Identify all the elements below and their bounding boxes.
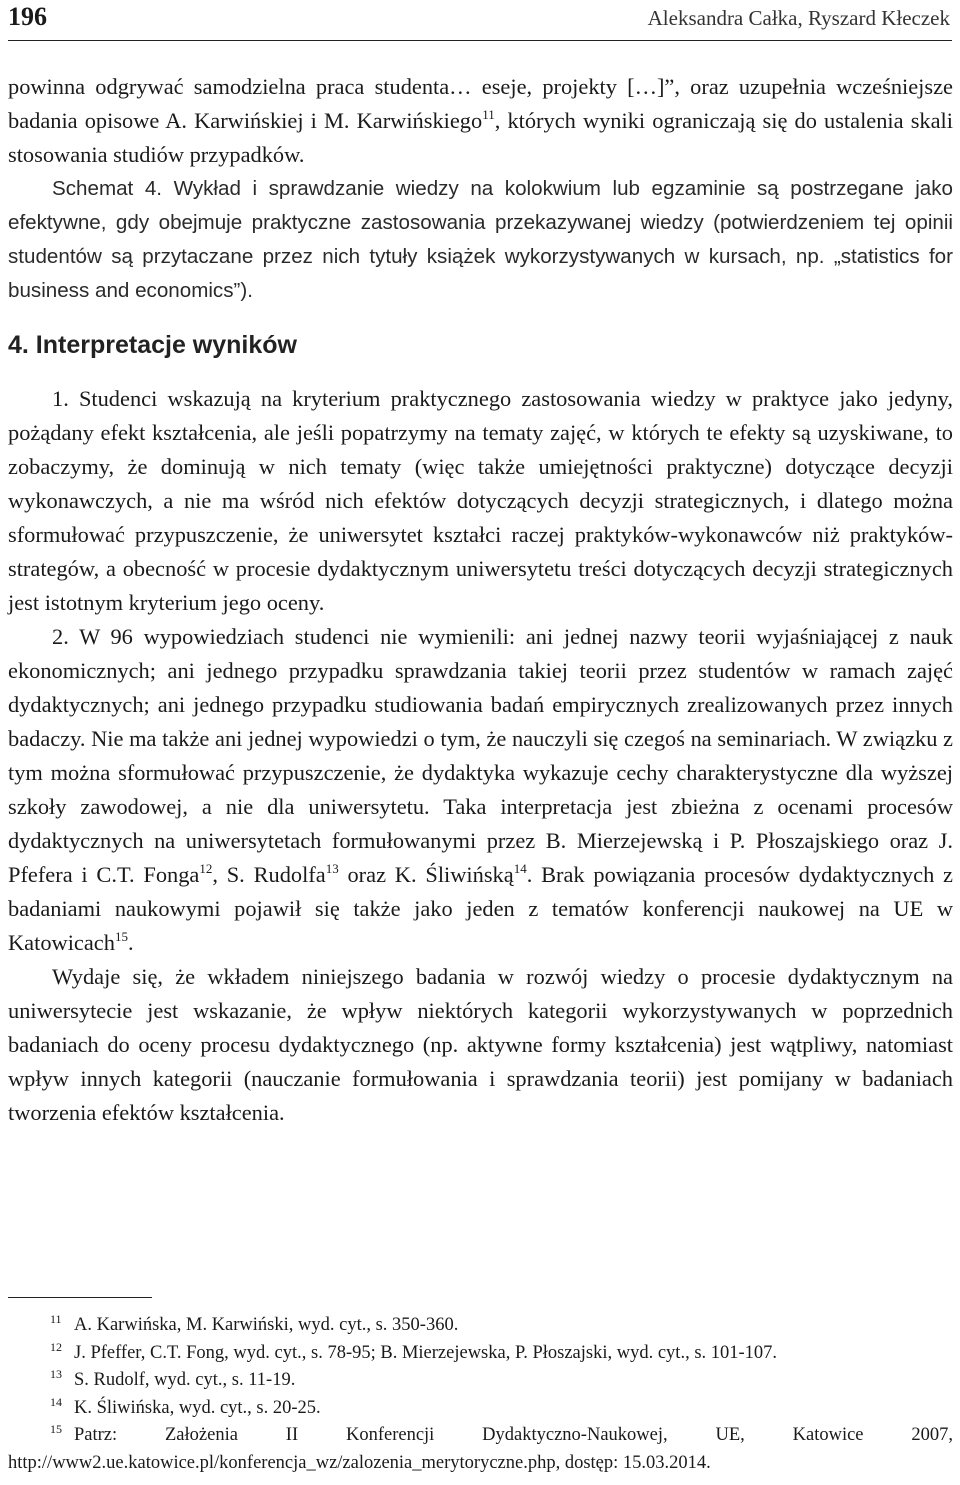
paragraph-intro: powinna odgrywać samodzielna praca studenta… eseje, projekty […]”, oraz uzupełnia wcześniejsze badania opisowe A. Karwińskiej i M. Karwińskiego$^{11}$, których wyniki ograniczają się do ustalenia skali stosowania studiów przypadków. <box>8 74 953 167</box>
running-head-authors: Aleksandra Całka, Ryszard Kłeczek <box>647 6 950 30</box>
footnote-text: S. Rudolf, wyd. cyt., s. 11-19. <box>74 1370 296 1390</box>
footnote: 11 A. Karwińska, M. Karwiński, wyd. cyt., s. 350-360. <box>50 1312 459 1335</box>
footnote: 15 Patrz: Założenia II Konferencji Dydaktyczno-Naukowej, UE, Katowice 2007, http://www2.ue.katowice.pl/konferencja_wz/zalozenia_merytoryczne.php, dostęp: 15.03.2014. <box>8 1422 953 1473</box>
footnote-text: J. Pfeffer, C.T. Fong, wyd. cyt., s. 78-95; B. Mierzejewska, P. Płoszajski, wyd. cyt., s. 101-107. <box>74 1342 778 1363</box>
page-number: 196 <box>8 2 47 31</box>
paragraph-conclusion: Wydaje się, że wkładem niniejszego badania w rozwój wiedzy o procesie dydaktycznym na uniwersytecie jest wskazanie, że wpływ niektórych kategorii wykorzystywanych w poprzednich badaniach do oceny procesu dydaktycznego (np. aktywne formy kształcenia) jest wątpliwy, natomiast wpływ innych kategorii (nauczanie formułowania i sprawdzania teorii) jest pomijany w badaniach tworzenia efektów kształcenia. <box>8 964 953 1125</box>
paragraph-point-1: 1. Studenci wskazują na kryterium praktycznego zastosowania wiedzy w praktyce jako jedyny, pożądany efekt kształcenia, ale jeśli popatrzymy na tematy zajęć, w których te efekty są uzyskiwane, to zobaczymy, że dominują w nich tematy (więc także umiejętności praktyczne) dotyczące decyzji wykonawczych, a nie ma wśród nich efektów dotyczących decyzji strategicznych, i dlatego można sformułować przypuszczenie, że uniwersytet kształci raczej praktyków-wykonawców niż praktyków-strategów, a obecność w procesie dydaktycznym uniwersytetu treści dotyczących decyzji strategicznych jest istotnym kryterium jego oceny. <box>8 386 953 615</box>
footnote-ref-12: 12 <box>199 861 213 876</box>
paragraph-schemat-4: Schemat 4. Wykład i sprawdzanie wiedzy na kolokwium lub egzaminie są postrzegane jako efektywne, gdy obejmuje praktyczne zastosowania przekazywanej wiedzy (potwierdzeniem tej opinii studentów są przytaczane przez nich tytuły książek wykorzystywanych w kursach, np. „statistics for business and economics”). <box>8 177 953 302</box>
footnote-ref-11: 11 <box>482 107 495 122</box>
section-heading: 4. Interpretacje wyników <box>8 331 297 359</box>
footnote-ref-15: 15 <box>114 929 128 944</box>
footnote: 13 S. Rudolf, wyd. cyt., s. 11-19. <box>50 1367 296 1390</box>
paragraph-point-2: 2. W 96 wypowiedziach studenci nie wymienili: ani jednej nazwy teorii wyjaśniającej z nauk ekonomicznych; ani jednego przypadku sprawdzania takiej teorii przez studentów w ramach zajęć dydaktycznych; ani jednego przypadku studiowania badań empirycznych zrealizowanych przez innych badaczy. Nie ma także ani jednej wypowiedzi o tym, że nauczyli się czegoś na seminariach. W związku z tym można sformułować przypuszczenie, że dydaktyka wykazuje cechy charakterystyczne dla wyższej szkoły zawodowej, a nie dla uniwersytetu. Taka interpretacja jest zbieżna z ocenami procesów dydaktycznych na uniwersytetach formułowanymi przez B. Mierzejewską i P. Płoszajskiego oraz J. Pfefera i C.T. Fonga$^{12}$, S. Rudolfa$^{13}$ oraz K. Śliwińską$^{14}$. Brak powiązania procesów dydaktycznych z badaniami naukowymi pojawił się także jako jeden z tematów konferencji naukowej na UE w Katowicach$^{15}$. <box>8 624 953 955</box>
page-header <box>8 2 952 38</box>
main-text <box>8 70 953 1130</box>
footnote-ref-13: 13 <box>325 861 339 876</box>
footnote-text: K. Śliwińska, wyd. cyt., s. 20-25. <box>74 1397 321 1418</box>
header-rule <box>8 40 952 41</box>
footnote-text: A. Karwińska, M. Karwiński, wyd. cyt., s. 350-360. <box>74 1315 459 1335</box>
footnote-text: Patrz: Założenia II Konferencji Dydaktyczno-Naukowej, UE, Katowice 2007, http://www2.ue.katowice.pl/konferencja_wz/zalozenia_merytoryczne.php, dostęp: 15.03.2014. <box>8 1425 953 1473</box>
footnote: 14 K. Śliwińska, wyd. cyt., s. 20-25. <box>50 1394 321 1418</box>
footnote-ref-14: 14 <box>513 861 527 876</box>
footnote: 12 J. Pfeffer, C.T. Fong, wyd. cyt., s. 78-95; B. Mierzejewska, P. Płoszajski, wyd. cyt., s. 101-107. <box>50 1339 778 1363</box>
footnotes <box>8 1312 953 1477</box>
footnote-rule <box>8 1297 152 1298</box>
